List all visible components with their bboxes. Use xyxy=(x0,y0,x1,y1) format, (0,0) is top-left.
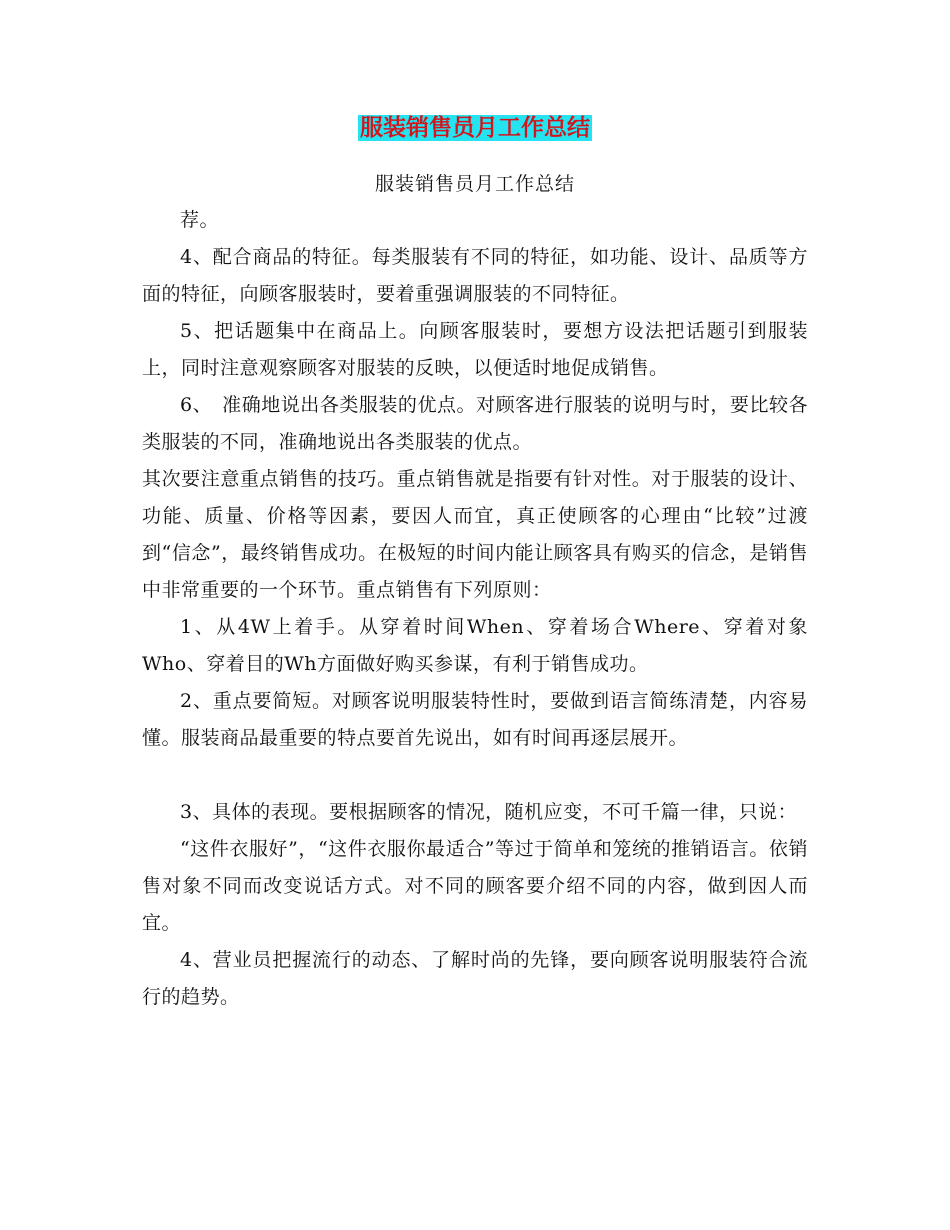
paragraph-point-4-features: 4、配合商品的特征。每类服装有不同的特征，如功能、设计、品质等方面的特征，向顾客服装时，要着重强调服装的不同特征。 xyxy=(142,246,808,305)
paragraph-point-6-advantages: 6、 准确地说出各类服装的优点。对顾客进行服装的说明与时，要比较各类服装的不同，准确地说出各类服装的优点。 xyxy=(142,394,808,453)
document-subtitle: 服装销售员月工作总结 xyxy=(374,173,575,195)
paragraph-principle-1-4w: 1、从4W上着手。从穿着时间When、穿着场合Where、穿着对象Who、穿着目的Wh方面做好购买参谋，有利于销售成功。 xyxy=(142,616,808,675)
paragraph-spacer xyxy=(142,757,808,794)
paragraph-continuation: 荐。 xyxy=(180,209,220,231)
paragraph-principle-4-trend: 4、营业员把握流行的动态、了解时尚的先锋，要向顾客说明服装符合流行的趋势。 xyxy=(142,949,808,1008)
document-title xyxy=(0,111,950,145)
document-body xyxy=(142,202,808,1016)
paragraph-key-sales-intro: 其次要注意重点销售的技巧。重点销售就是指要有针对性。对于服装的设计、功能、质量、价格等因素，要因人而宜，真正使顾客的心理由“比较”过渡到“信念”，最终销售成功。在极短的时间内能让顾客具有购买的信念，是销售中非常重要的一个环节。重点销售有下列原则： xyxy=(142,468,808,601)
document-title-text: 服装销售员月工作总结 xyxy=(360,115,590,141)
paragraph-point-5-topic: 5、把话题集中在商品上。向顾客服装时，要想方设法把话题引到服装上，同时注意观察顾客对服装的反映，以便适时地促成销售。 xyxy=(142,320,808,379)
paragraph-principle-3-concrete: 3、具体的表现。要根据顾客的情况，随机应变，不可千篇一律，只说： xyxy=(180,801,798,823)
paragraph-principle-2-brief: 2、重点要简短。对顾客说明服装特性时，要做到语言简练清楚，内容易懂。服装商品最重要的特点要首先说出，如有时间再逐层展开。 xyxy=(142,690,808,749)
paragraph-quote-example: “这件衣服好”，“这件衣服你最适合”等过于简单和笼统的推销语言。依销售对象不同而改变说话方式。对不同的顾客要介绍不同的内容，做到因人而宜。 xyxy=(142,838,808,934)
